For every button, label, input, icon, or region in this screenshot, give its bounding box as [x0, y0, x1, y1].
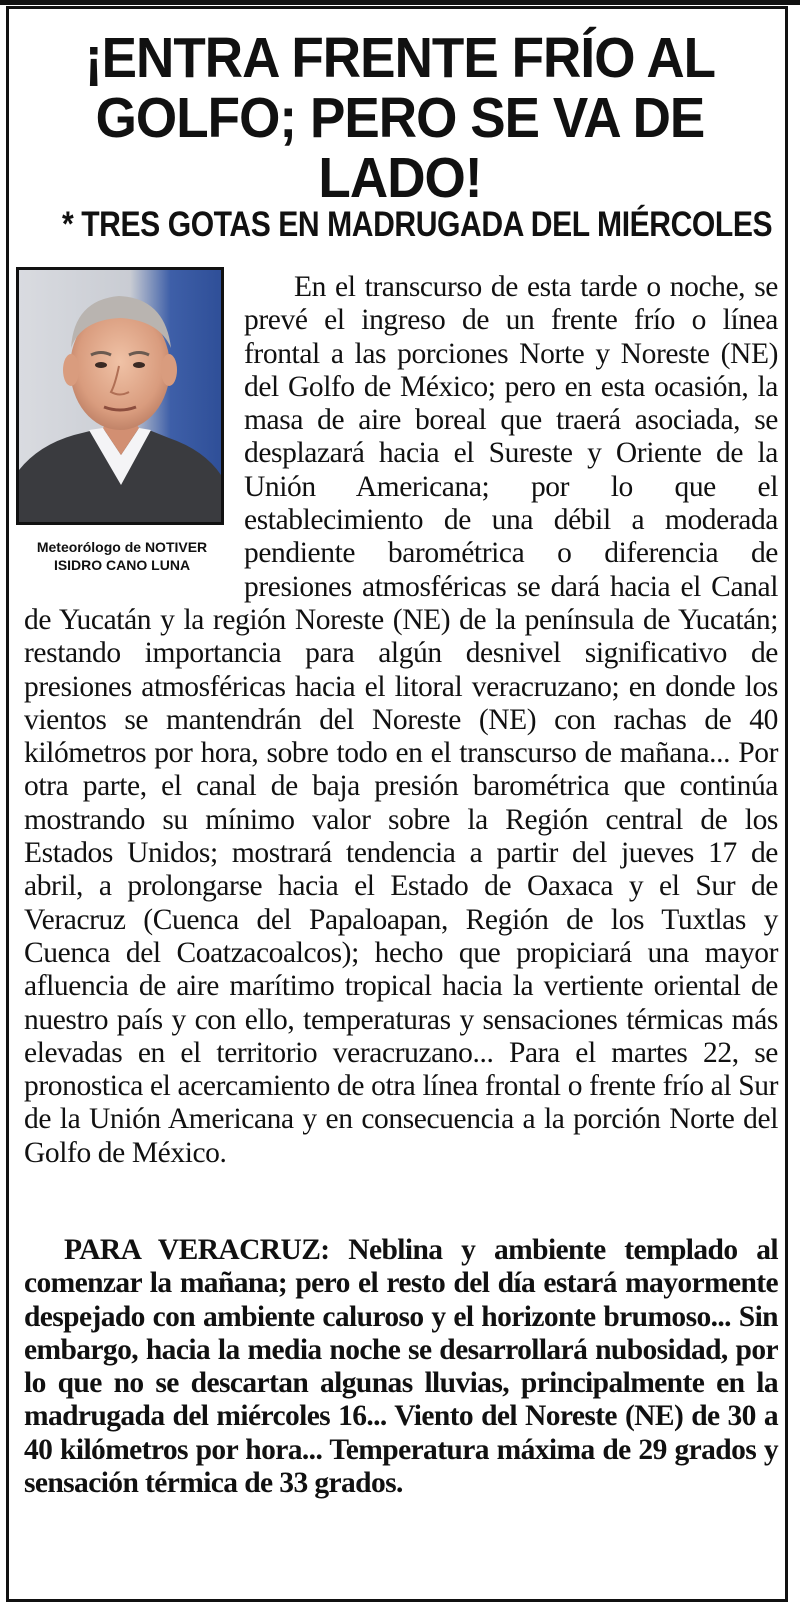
body-paragraph: En el transcurso de esta tarde o noche, se prevé el ingreso de un frente frío o línea frontal a las porciones Norte y Noreste (NE) del Golfo de México; pero en esta ocasión, la masa de aire boreal que traerá asociada, se desplazará hacia el Sureste y Oriente de la Unión Americana; por lo que el establecimiento de una débil a moderada pendiente barométrica o diferencia de presiones atmosféricas se dará hacia el Canal de Yucatán y la región Noreste (NE) de la península de Yucatán; restando importancia para algún desnivel significativo de presiones atmosféricas hacia el litoral veracruzano; en donde los vientos se mantendrán del Noreste (NE) con rachas de 40 kilómetros por hora, sobre todo en el transcurso de mañana... Por otra parte, el canal de baja presión barométrica que continúa mostrando su mínimo valor sobre la Región central de los Estados Unidos; mostrará tendencia a partir del jueves 17 de abril, a prolongarse hacia el Estado de Oaxaca y el Sur de Veracruz (Cuenca del Papaloapan, Región de los Tuxtlas y Cuenca del Coatzacoalcos); hecho que propiciará una mayor afluencia de aire marítimo tropical hacia la vertiente oriental de nuestro país y con ello, temperaturas y sensaciones térmicas más elevadas en el territorio veracruzano... Para el martes 22, se pronostica el acercamiento de otra línea frontal o frente frío al Sur de la Unión Americana y en consecuencia a la porción Norte del Golfo de México. — [24, 271, 778, 1169]
article-body — [24, 271, 778, 1170]
caption-line-2: ISIDRO CANO LUNA — [53, 557, 191, 573]
photo-wrap-space — [24, 271, 244, 584]
subheadline: * TRES GOTAS EN MADRUGADA DEL MIÉRCOLES — [62, 205, 773, 244]
forecast-paragraph: PARA VERACRUZ: Neblina y ambiente templado al comenzar la mañana; pero el resto del día estará mayormente despejado con ambiente caluroso y el horizonte brumoso... Sin embargo, hacia la media noche se desarrollará nubosidad, por lo que no se descartan algunas lluvias, principalmente en la madrugada del miércoles 16... Viento del Noreste (NE) de 30 a 40 kilómetros por hora... Temperatura máxima de 29 grados y sensación térmica de 33 grados. — [24, 1234, 778, 1500]
top-rule — [0, 0, 800, 5]
caption-line-1: Meteorólogo de NOTIVER — [36, 539, 208, 555]
headline: ¡ENTRA FRENTE FRÍO AL GOLFO; PERO SE VA DE LADO! — [84, 26, 716, 210]
forecast-section — [24, 1234, 778, 1500]
